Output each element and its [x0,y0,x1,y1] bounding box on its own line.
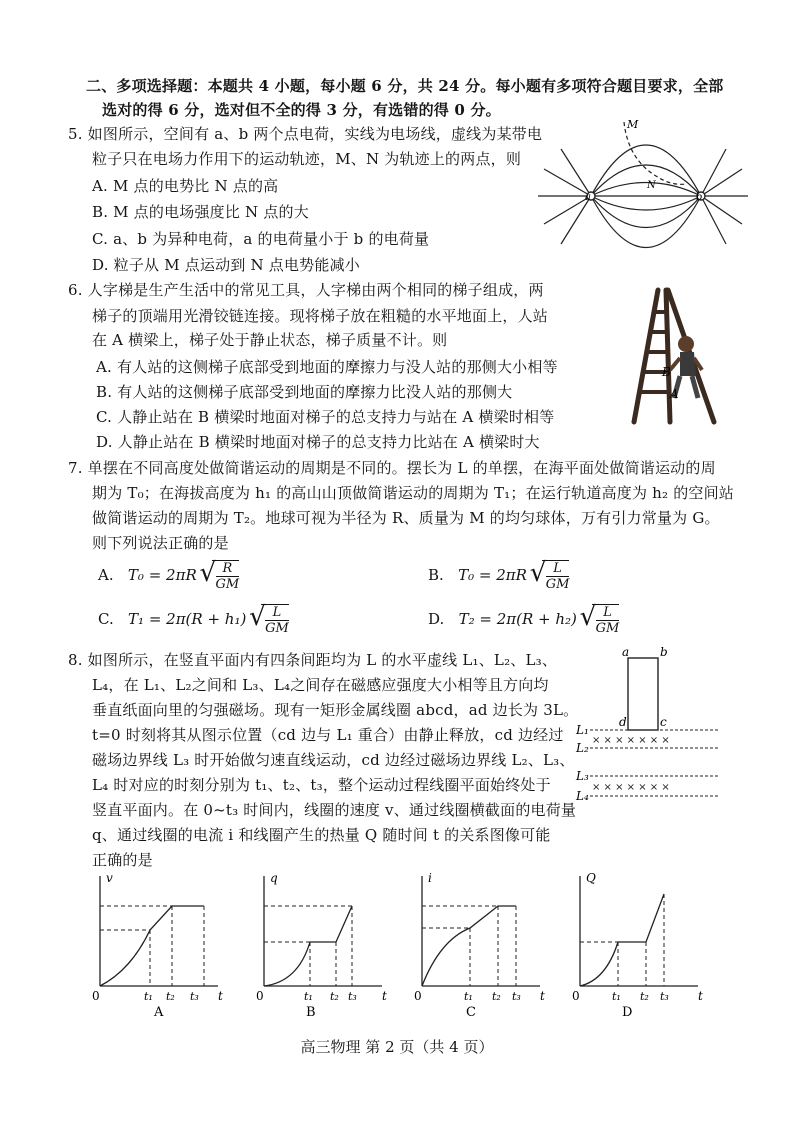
graph-d-ylabel: Q [586,871,596,885]
section-header-line2: 选对的得 6 分，选对但不全的得 3 分，有选错的得 0 分。 [102,101,501,119]
graph-c-ylabel: i [428,871,432,885]
q7-option-b-label: B. [428,566,444,584]
magnetic-field-figure [574,640,724,810]
graph-d-t1: t₁ [612,990,621,1003]
graph-d-origin: 0 [572,989,580,1003]
graph-a-t3: t₃ [190,990,199,1003]
graph-c-t3: t₃ [512,990,521,1003]
q7-option-c-label: C. [98,610,114,628]
crossbar-b-label: B [662,365,671,379]
q7-option-c-lhs: T₁ = 2π(R + h₁) [128,610,247,628]
crossbar-a-label: A [670,387,679,401]
coil-d-label: d [619,715,627,729]
graph-d-t2: t₂ [640,990,649,1003]
line-l3-label: L₃ [576,769,589,783]
q8-stem-line1: 8. 如图所示，在竖直平面内有四条间距均为 L 的水平虚线 L₁、L₂、L₃、 [68,651,558,669]
ladder-figure [618,286,728,426]
q5-option-c: C. a、b 为异种电荷，a 的电荷量小于 b 的电荷量 [92,230,430,248]
graph-a-xlabel: t [218,989,223,1003]
q7-option-d-num: √ L [596,605,620,621]
point-n-label: N [647,180,656,191]
q7-option-c [98,604,289,636]
sqrt-sign [592,604,620,636]
coil-c-label: c [660,715,667,729]
line-l4-label: L₄ [576,789,589,803]
q8-stem-line6: L₄ 时对应的时刻分别为 t₁、t₂、t₃，整个运动过程线圈平面始终处于 [92,776,551,794]
q7-stem-line2: 期为 T₀；在海拔高度为 h₁ 的高山山顶做简谐运动的周期为 T₁；在运行轨道高度为 h₂ 的空间站 [92,484,734,502]
q6-option-c: C. 人静止站在 B 横梁时地面对梯子的总支持力与站在 A 横梁时相等 [96,408,555,426]
q5-stem-line2: 粒子只在电场力作用下的运动轨迹，M、N 为轨迹上的两点，则 [92,150,522,168]
q7-option-d-den: GM [595,621,620,636]
charge-a-label: a [585,192,591,203]
q6-stem-line2: 梯子的顶端用光滑铰链连接。现将梯子放在粗糙的水平地面上，人站 [92,307,549,325]
q6-stem-line1: 6. 人字梯是生产生活中的常见工具，人字梯由两个相同的梯子组成，两 [68,281,544,299]
graph-b-t2: t₂ [330,990,339,1003]
q8-stem-line9: 正确的是 [92,851,153,869]
graph-a-ylabel: v [106,871,113,885]
graph-d-option-label: D [622,1005,633,1020]
graph-c-option-label: C [466,1005,476,1020]
q7-option-c-num: √ L [265,605,289,621]
q7-option-a-num: √ R [216,561,240,577]
electric-field-figure [536,114,750,284]
q5-option-d: D. 粒子从 M 点运动到 N 点电势能减小 [92,256,360,274]
q8-stem-line2: L₄，在 L₁、L₂之间和 L₃、L₄之间存在磁感应强度大小相等且方向均 [92,676,549,694]
q7-option-b-lhs: T₀ = 2πR [458,566,527,584]
graph-c-t1: t₁ [464,990,473,1003]
graph-c-t2: t₂ [492,990,501,1003]
q7-option-d-label: D. [428,610,445,628]
graph-b-t3: t₃ [348,990,357,1003]
sqrt-sign [212,560,240,592]
q8-stem-line5: 磁场边界线 L₃ 时开始做匀速直线运动，cd 边经过磁场边界线 L₂、L₃、 [92,751,575,769]
q5-option-b: B. M 点的电场强度比 N 点的大 [92,203,309,221]
q8-stem-line8: q、通过线圈的电流 i 和线圈产生的热量 Q 随时间 t 的关系图像可能 [92,826,551,844]
section-header-line1: 二、多项选择题：本题共 4 小题，每小题 6 分，共 24 分。每小题有多项符合题目要求，全部 [86,77,724,95]
sqrt-sign [261,604,289,636]
q7-stem-line1: 7. 单摆在不同高度处做简谐运动的周期是不同的。摆长为 L 的单摆，在海平面处做简谐运动的周 [68,459,716,477]
graph-b-ylabel: q [270,871,278,885]
coil-a-label: a [622,645,630,659]
q7-option-a-label: A. [98,566,114,584]
q8-stem-line7: 竖直平面内。在 0~t₃ 时间内，线圈的速度 v、通过线圈横截面的电荷量 [92,801,577,819]
q6-option-a: A. 有人站的这侧梯子底部受到地面的摩擦力与没人站的那侧大小相等 [96,358,558,376]
q7-option-b [428,560,569,592]
q8-stem-line3: 垂直纸面向里的匀强磁场。现有一矩形金属线圈 abcd，ad 边长为 3L。 [92,701,579,719]
q6-option-d: D. 人静止站在 B 横梁时地面对梯子的总支持力比站在 A 横梁时大 [96,433,540,451]
q6-option-b: B. 有人站的这侧梯子底部受到地面的摩擦力比没人站的那侧大 [96,383,513,401]
graph-b-t1: t₁ [304,990,313,1003]
q7-option-b-num: √ L [546,561,570,577]
q6-stem-line3: 在 A 横梁上，梯子处于静止状态，梯子质量不计。则 [92,331,448,349]
q7-option-d [428,604,619,636]
coil-b-label: b [660,645,668,659]
q7-option-c-den: GM [265,621,289,636]
graph-a-option-label: A [154,1005,164,1020]
graph-option-d [566,870,706,1020]
q7-option-a-den: GM [215,577,240,592]
graph-c-xlabel: t [540,989,545,1003]
graph-b-xlabel: t [382,989,387,1003]
q7-stem-line3: 做简谐运动的周期为 T₂。地球可视为半径为 R、质量为 M 的均匀球体，万有引力常量为 G。 [92,509,720,527]
page-footer: 高三物理 第 2 页（共 4 页） [300,1038,494,1056]
q7-option-d-lhs: T₂ = 2π(R + h₂) [458,610,577,628]
graph-c-origin: 0 [414,989,422,1003]
q8-stem-line4: t=0 时刻将其从图示位置（cd 边与 L₁ 重合）由静止释放，cd 边经过 [92,726,564,744]
graph-option-b [250,870,390,1020]
graph-b-option-label: B [306,1005,316,1020]
point-m-label: M [627,118,639,131]
graph-a-origin: 0 [92,989,100,1003]
svg-text:× × × × × × ×: × × × × × × × [592,782,670,793]
line-l2-label: L₂ [576,741,589,755]
graph-a-t1: t₁ [144,990,153,1003]
graph-option-a [86,870,226,1020]
graph-b-origin: 0 [256,989,264,1003]
q7-option-b-den: GM [545,577,570,592]
graph-option-c [408,870,548,1020]
graph-d-t3: t₃ [660,990,669,1003]
q5-stem-line1: 5. 如图所示，空间有 a、b 两个点电荷，实线为电场线，虚线为某带电 [68,125,543,143]
q5-option-a: A. M 点的电势比 N 点的高 [92,177,279,195]
q7-option-a-lhs: T₀ = 2πR [127,566,197,584]
svg-text:× × × × × × ×: × × × × × × × [592,735,670,746]
line-l1-label: L₁ [576,723,589,737]
q7-option-a [98,560,239,592]
charge-b-label: b [696,192,703,203]
q7-stem-line4: 则下列说法正确的是 [92,534,229,552]
graph-d-xlabel: t [698,989,703,1003]
graph-a-t2: t₂ [166,990,175,1003]
sqrt-sign [542,560,570,592]
